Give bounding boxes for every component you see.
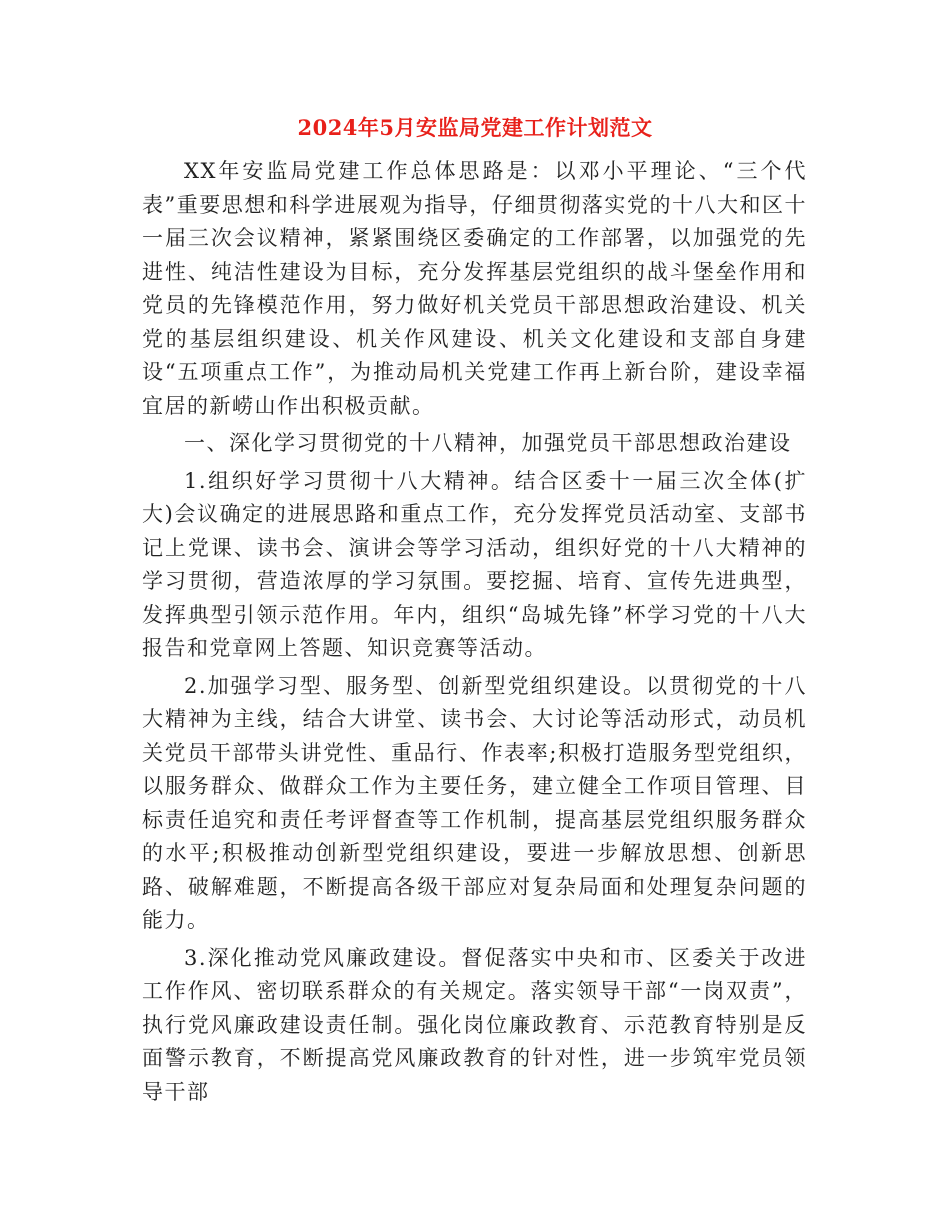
document-body (142, 155, 807, 1113)
document-title: 2024年5月安监局党建工作计划范文 (297, 115, 653, 140)
section-heading-1: 一、深化学习贯彻党的十八精神，加强党员干部思想政治建设 (184, 431, 792, 455)
paragraph-item-3: 3.深化推动党风廉政建设。督促落实中央和市、区委关于改进工作作风、密切联系群众的有关规定。落实领导干部“一岗双责”，执行党风廉政建设责任制。强化岗位廉政教育、示范教育特别是反面警示教育，不断提高党风廉政教育的针对性，进一步筑牢党员领导干部 (142, 945, 807, 1104)
paragraph-intro: XX年安监局党建工作总体思路是：以邓小平理论、“三个代表”重要思想和科学进展观为指导，仔细贯彻落实党的十八大和区十一届三次会议精神，紧紧围绕区委确定的工作部署，以加强党的先进性、纯洁性建设为目标，充分发挥基层党组织的战斗堡垒作用和党员的先锋模范作用，努力做好机关党员干部思想政治建设、机关党的基层组织建设、机关作风建设、机关文化建设和支部自身建设“五项重点工作”，为推动局机关党建工作再上新台阶，建设幸福宜居的新崂山作出积极贡献。 (142, 159, 807, 418)
paragraph-item-2: 2.加强学习型、服务型、创新型党组织建设。以贯彻党的十八大精神为主线，结合大讲堂、读书会、大讨论等活动形式，动员机关党员干部带头讲党性、重品行、作表率;积极打造服务型党组织，以服务群众、做群众工作为主要任务，建立健全工作项目管理、目标责任追究和责任考评督查等工作机制，提高基层党组织服务群众的水平;积极推动创新型党组织建设，要进一步解放思想、创新思路、破解难题，不断提高各级干部应对复杂局面和处理复杂问题的能力。 (142, 673, 807, 932)
paragraph-item-1: 1.组织好学习贯彻十八大精神。结合区委十一届三次全体(扩大)会议确定的进展思路和重点工作，充分发挥党员活动室、支部书记上党课、读书会、演讲会等学习活动，组织好党的十八大精神的学习贯彻，营造浓厚的学习氛围。要挖掘、培育、宣传先进典型，发挥典型引领示范作用。年内，组织“岛城先锋”杯学习党的十八大报告和党章网上答题、知识竞赛等活动。 (142, 468, 807, 660)
